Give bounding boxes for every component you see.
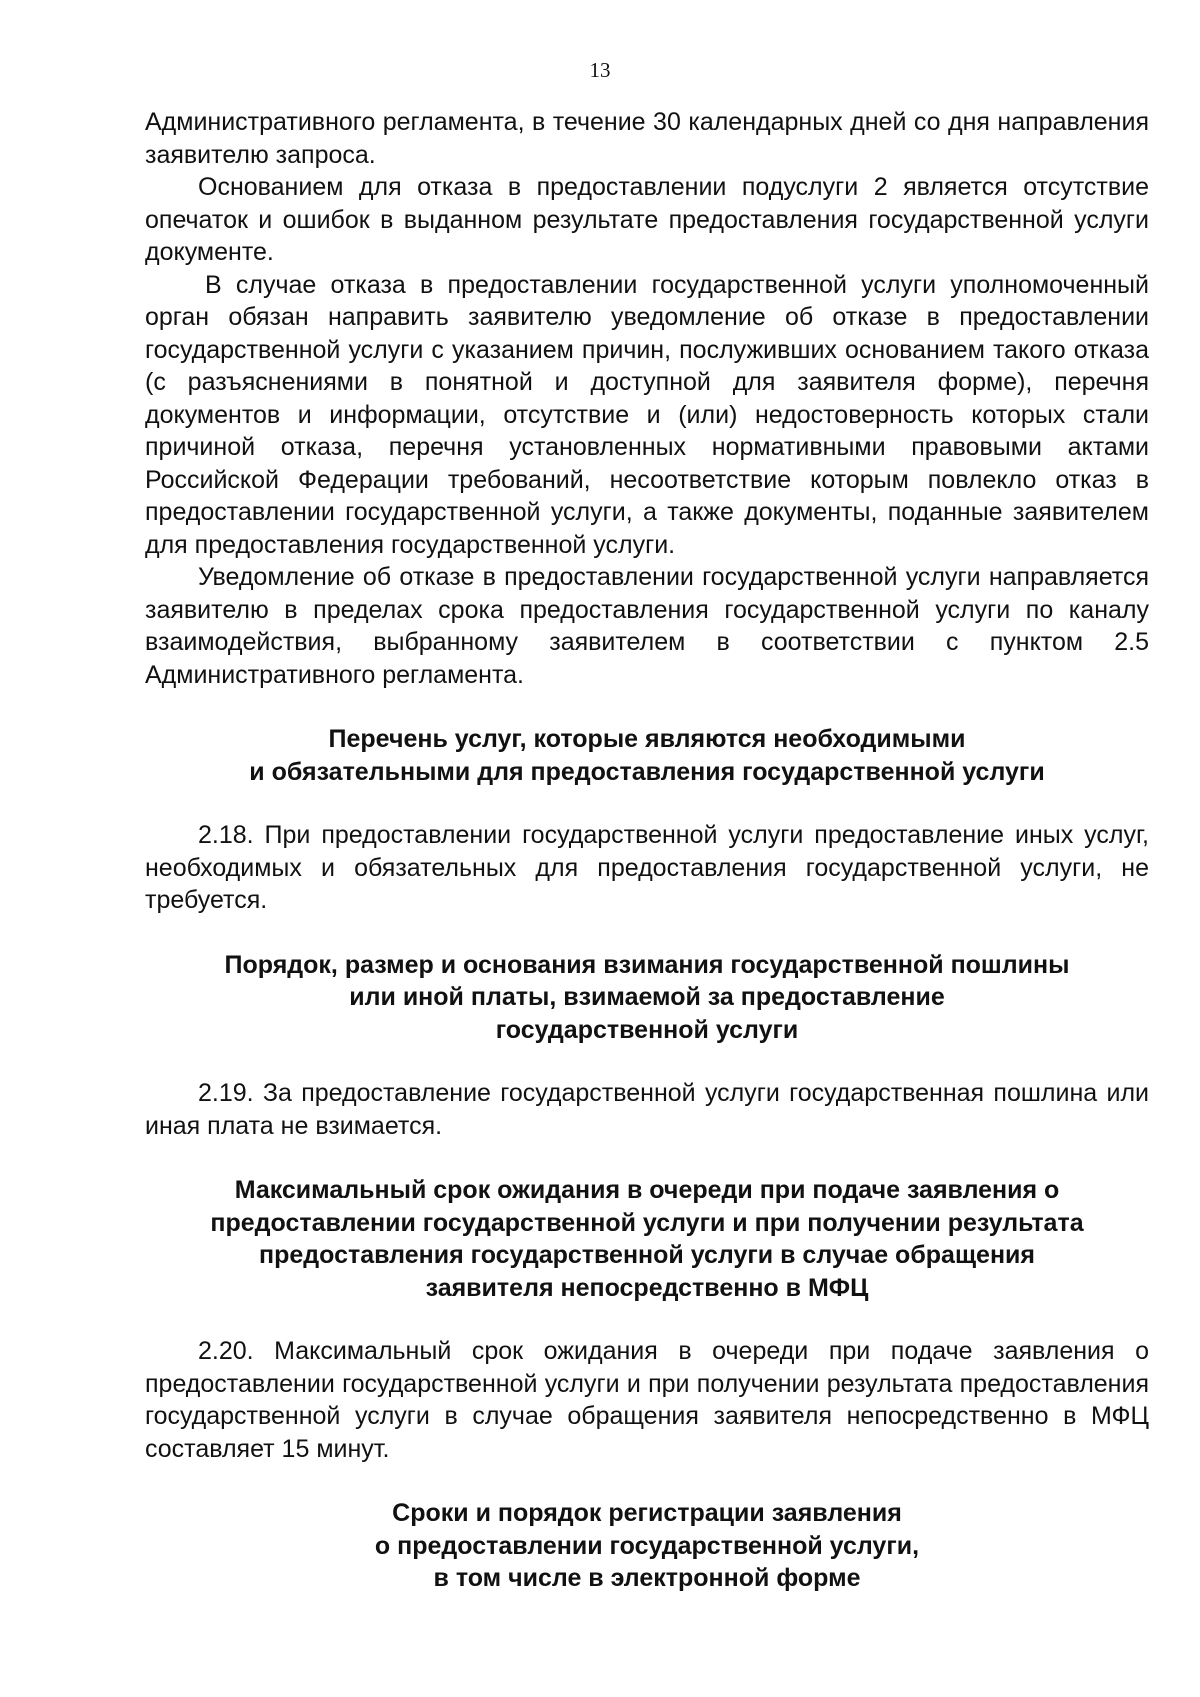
document-body xyxy=(145,106,1149,1595)
heading-line: Перечень услуг, которые являются необходимыми xyxy=(328,725,966,753)
paragraph-refusal-basis: Основанием для отказа в предоставлении подуслуги 2 является отсутствие опечаток и ошибок в выданном результате предоставления государственной услуги документе. xyxy=(145,173,1149,266)
paragraph-2-20: 2.20. Максимальный срок ожидания в очереди при подаче заявления о предоставлении государственной услуги и при получении результата предоставления государственной услуги в случае обращения заявителя непосредственно в МФЦ составляет 15 минут. xyxy=(145,1337,1149,1463)
section-heading-registration-terms xyxy=(145,1497,1149,1595)
paragraph-2-19: 2.19. За предоставление государственной услуги государственная пошлина или иная плата не взимается. xyxy=(145,1079,1149,1140)
paragraph-refusal-notice: В случае отказа в предоставлении государственной услуги уполномоченный орган обязан направить заявителю уведомление об отказе в предоставлении государственной услуги с указанием причин, послуживших основанием такого отказа (с разъяснениями в понятной и доступной для заявителя форме), перечня документов и информации, отсутствие и (или) недостоверность которых стали причиной отказа, перечня установленных нормативными правовыми актами Российской Федерации требований, несоответствие которым повлекло отказ в предоставлении государственной услуги, а также документы, поданные заявителем для предоставления государственной услуги. xyxy=(145,270,1149,559)
paragraph-continuation: Административного регламента, в течение 30 календарных дней со дня направления заявителю запроса. xyxy=(145,108,1149,169)
heading-line: в том числе в электронной форме xyxy=(433,1564,861,1592)
heading-line: предоставлении государственной услуги и при получении результата xyxy=(210,1208,1084,1237)
heading-line: государственной услуги xyxy=(495,1015,799,1044)
page-number: 13 xyxy=(589,58,611,82)
heading-line: заявителя непосредственно в МФЦ xyxy=(425,1273,869,1302)
section-heading-queue-wait-time xyxy=(145,1174,1149,1304)
heading-line: или иной платы, взимаемой за предоставление xyxy=(349,983,945,1011)
heading-line: о предоставлении государственной услуги, xyxy=(374,1531,920,1560)
section-heading-state-fee xyxy=(145,949,1149,1047)
heading-line: Максимальный срок ожидания в очереди при подаче заявления о xyxy=(234,1176,1060,1204)
heading-line: Сроки и порядок регистрации заявления xyxy=(392,1499,902,1527)
section-heading-required-services xyxy=(145,723,1149,788)
heading-line: и обязательными для предоставления государственной услуги xyxy=(249,757,1045,786)
heading-line: Порядок, размер и основания взимания государственной пошлины xyxy=(224,950,1070,979)
heading-line: предоставления государственной услуги в случае обращения xyxy=(258,1241,1035,1269)
paragraph-notification-delivery: Уведомление об отказе в предоставлении государственной услуги направляется заявителю в пределах срока предоставления государственной услуги по каналу взаимодействия, выбранному заявителем в соответствии с пунктом 2.5 Административного регламента. xyxy=(145,563,1149,689)
paragraph-2-18: 2.18. При предоставлении государственной услуги предоставление иных услуг, необходимых и обязательных для предоставления государственной услуги, не требуется. xyxy=(145,821,1149,914)
